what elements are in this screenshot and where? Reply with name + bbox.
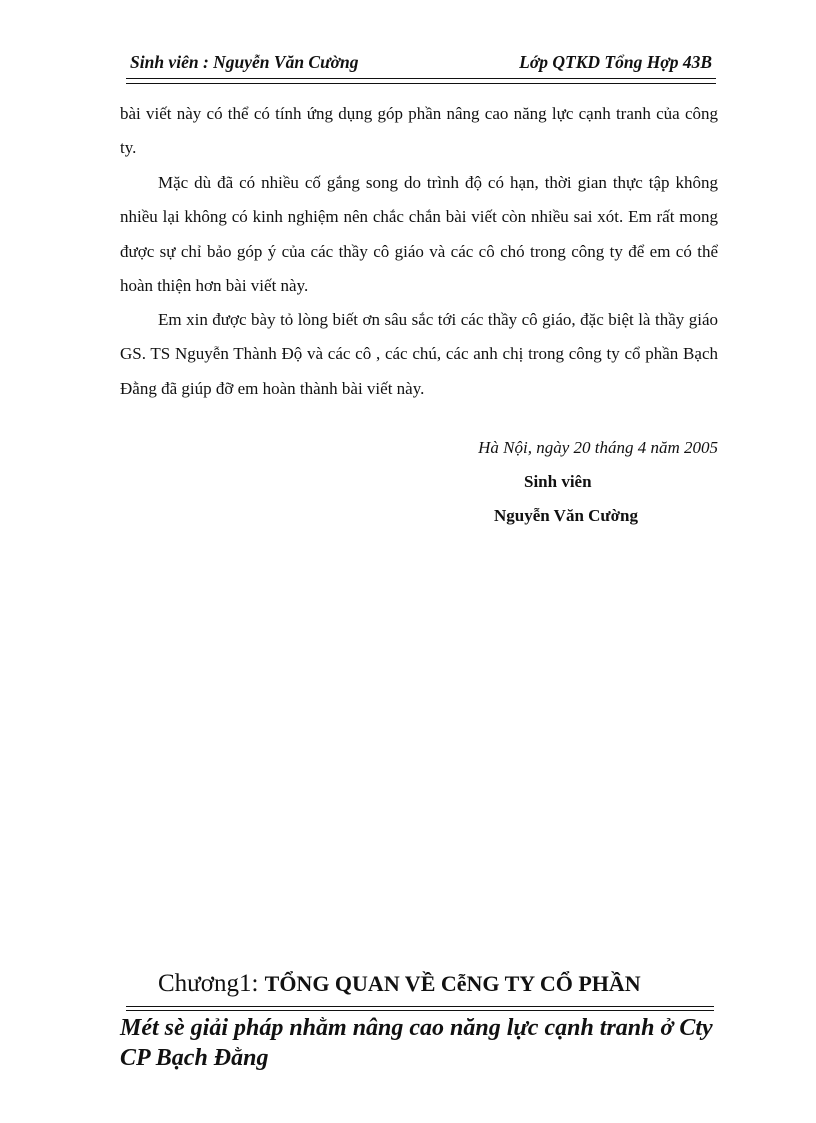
signature-date: Hà Nội, ngày 20 tháng 4 năm 2005 <box>478 438 718 457</box>
chapter-title: TỔNG QUAN VỀ CễNG TY CỔ PHẦN <box>264 971 641 996</box>
signature-name: Nguyễn Văn Cường <box>494 506 639 525</box>
chapter-heading <box>158 970 641 998</box>
header-class-name: Lớp QTKD Tổng Hợp 43B <box>519 52 712 72</box>
chapter-prefix: Chương1: <box>158 970 265 997</box>
paragraph-1: bài viết này có thể có tính ứng dụng góp phần nâng cao năng lực cạnh tranh của công ty. <box>120 104 718 158</box>
chapter-divider <box>126 1006 714 1011</box>
signature-role: Sinh viên <box>524 472 592 491</box>
page-header <box>126 52 716 80</box>
paragraph-3: Em xin được bày tỏ lòng biết ơn sâu sắc tới các thầy cô giáo, đặc biệt là thầy giáo GS. TS Nguyễn Thành Độ và các cô , các chú, các anh chị trong công ty cổ phần Bạch Đằng đã giúp đỡ em hoàn thành bài viết này. <box>120 310 718 398</box>
header-student-name: Sinh viên : Nguyễn Văn Cường <box>130 52 359 72</box>
paragraph-2: Mặc dù đã có nhiều cố gắng song do trình độ có hạn, thời gian thực tập không nhiều lại không có kinh nghiệm nên chắc chắn bài viết còn nhiều sai xót. Em rất mong được sự chỉ bảo góp ý của các thầy cô giáo và các cô chó trong công ty để em có thể hoàn thiện hơn bài viết này. <box>120 173 718 295</box>
header-divider <box>126 78 716 84</box>
footer-report-title: Mét sè giải pháp nhằm nâng cao năng lực cạnh tranh ở Cty CP Bạch Đằng <box>120 1015 713 1071</box>
